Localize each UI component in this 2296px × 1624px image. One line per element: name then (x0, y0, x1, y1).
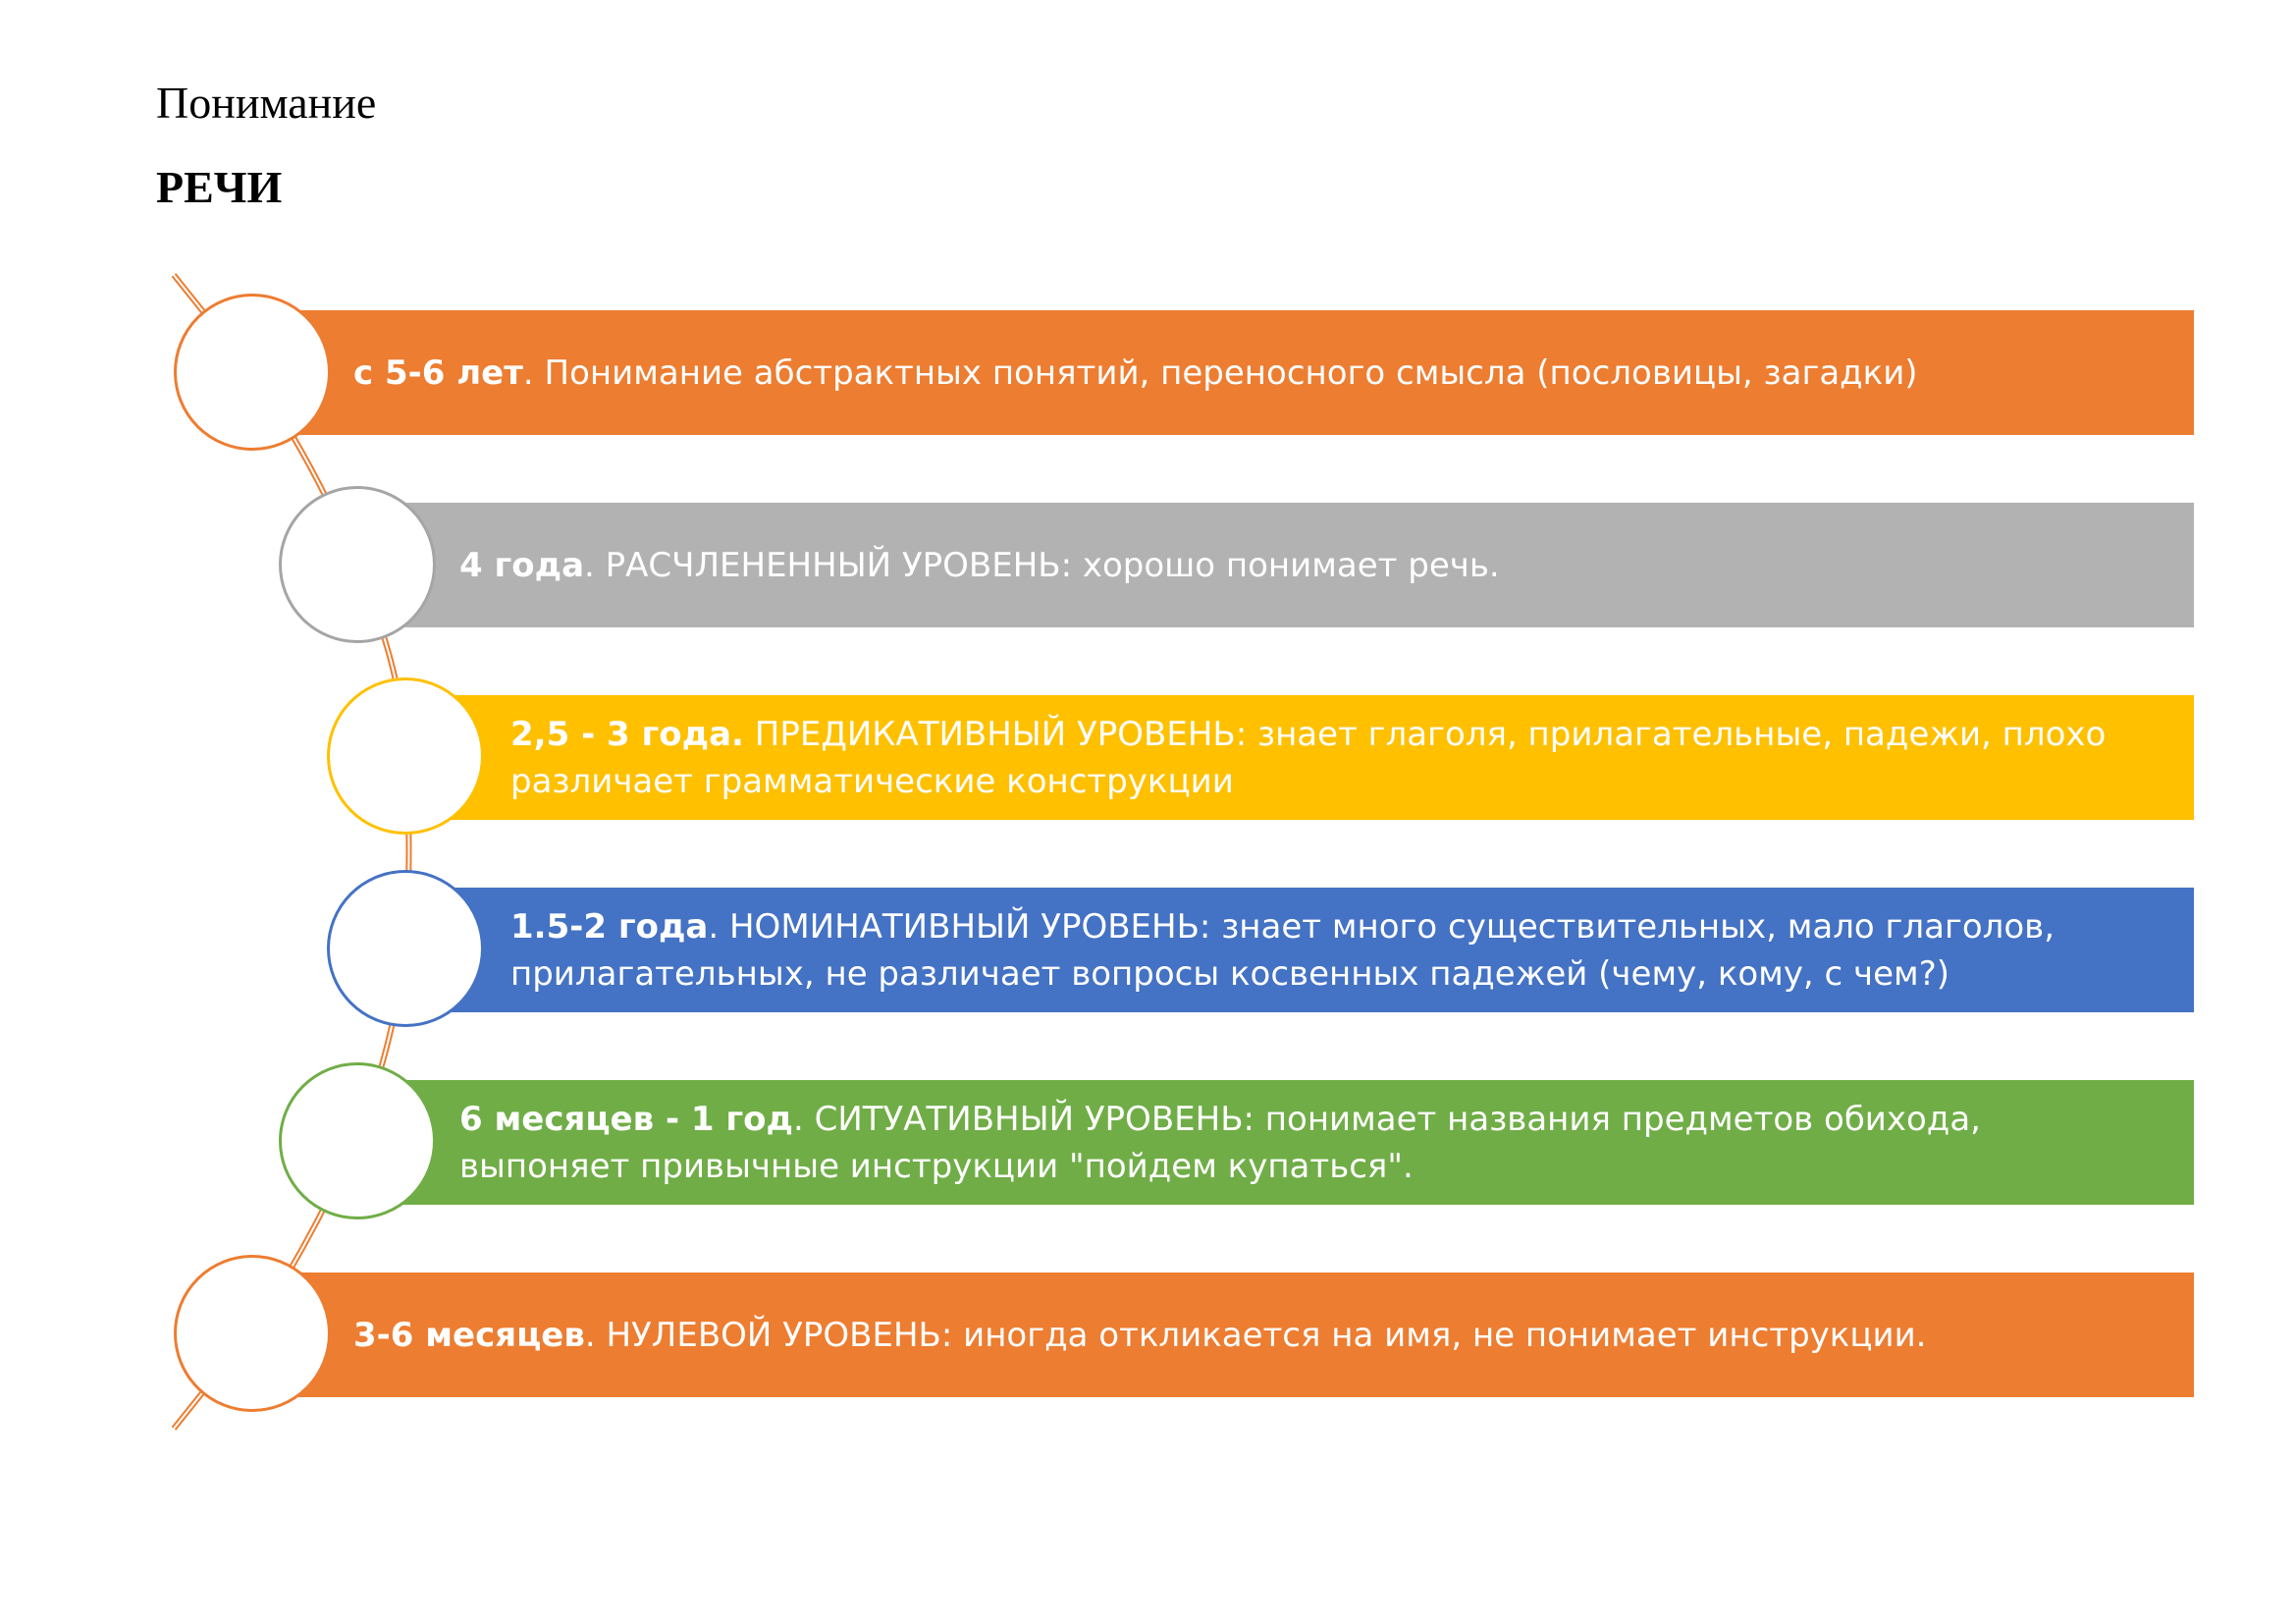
level-circle-5 (279, 1062, 436, 1219)
level-text-4 (510, 903, 2155, 998)
level-description-3: ПРЕДИКАТИВНЫЙ УРОВЕНЬ: знает глаголя, прилагательные, падежи, плохо различает грамматические конструкции (510, 714, 2107, 801)
level-bar-3 (406, 695, 2194, 820)
level-age-5: 6 месяцев - 1 год (459, 1099, 793, 1139)
level-circle-1 (174, 294, 331, 451)
level-text-1 (353, 350, 1918, 397)
level-text-3 (510, 711, 2155, 805)
level-circle-3 (327, 677, 484, 835)
level-description-6: . НУЛЕВОЙ УРОВЕНЬ: иногда откликается на имя, не понимает инструкции. (584, 1315, 1927, 1355)
page-title-line-1: Понимание (156, 78, 377, 128)
level-description-1: . Понимание абстрактных понятий, переносного смысла (пословицы, загадки) (522, 352, 1918, 393)
level-age-4: 1.5-2 года (510, 906, 709, 947)
level-age-1: с 5-6 лет (353, 352, 523, 393)
level-bar-4 (406, 888, 2194, 1012)
connector-line (174, 275, 409, 1429)
level-circle-2 (279, 486, 436, 643)
level-circle-4 (327, 870, 484, 1027)
level-text-5 (459, 1096, 2155, 1190)
level-text-6 (353, 1312, 1926, 1359)
level-description-2: . РАСЧЛЕНЕННЫЙ УРОВЕНЬ: хорошо понимает речь. (584, 545, 1500, 585)
page-title-line-2: РЕЧИ (156, 162, 283, 212)
level-description-5: . СИТУАТИВНЫЙ УРОВЕНЬ: понимает названия предметов обихода, выпоняет привычные инструкции "пойдем купаться". (459, 1099, 1981, 1186)
level-age-3: 2,5 - 3 года. (510, 714, 744, 754)
level-text-2 (459, 542, 1500, 589)
level-description-4: . НОМИНАТИВНЫЙ УРОВЕНЬ: знает много существительных, мало глаголов, прилагательных, не различает вопросы косвенных падежей (чему, кому, с чем?) (510, 906, 2056, 994)
level-age-6: 3-6 месяцев (353, 1315, 585, 1355)
level-bar-6 (253, 1272, 2194, 1397)
level-bar-1 (253, 310, 2194, 435)
level-bar-2 (358, 503, 2194, 627)
level-age-2: 4 года (459, 545, 585, 585)
level-circle-6 (174, 1255, 331, 1412)
level-bar-5 (358, 1080, 2194, 1205)
